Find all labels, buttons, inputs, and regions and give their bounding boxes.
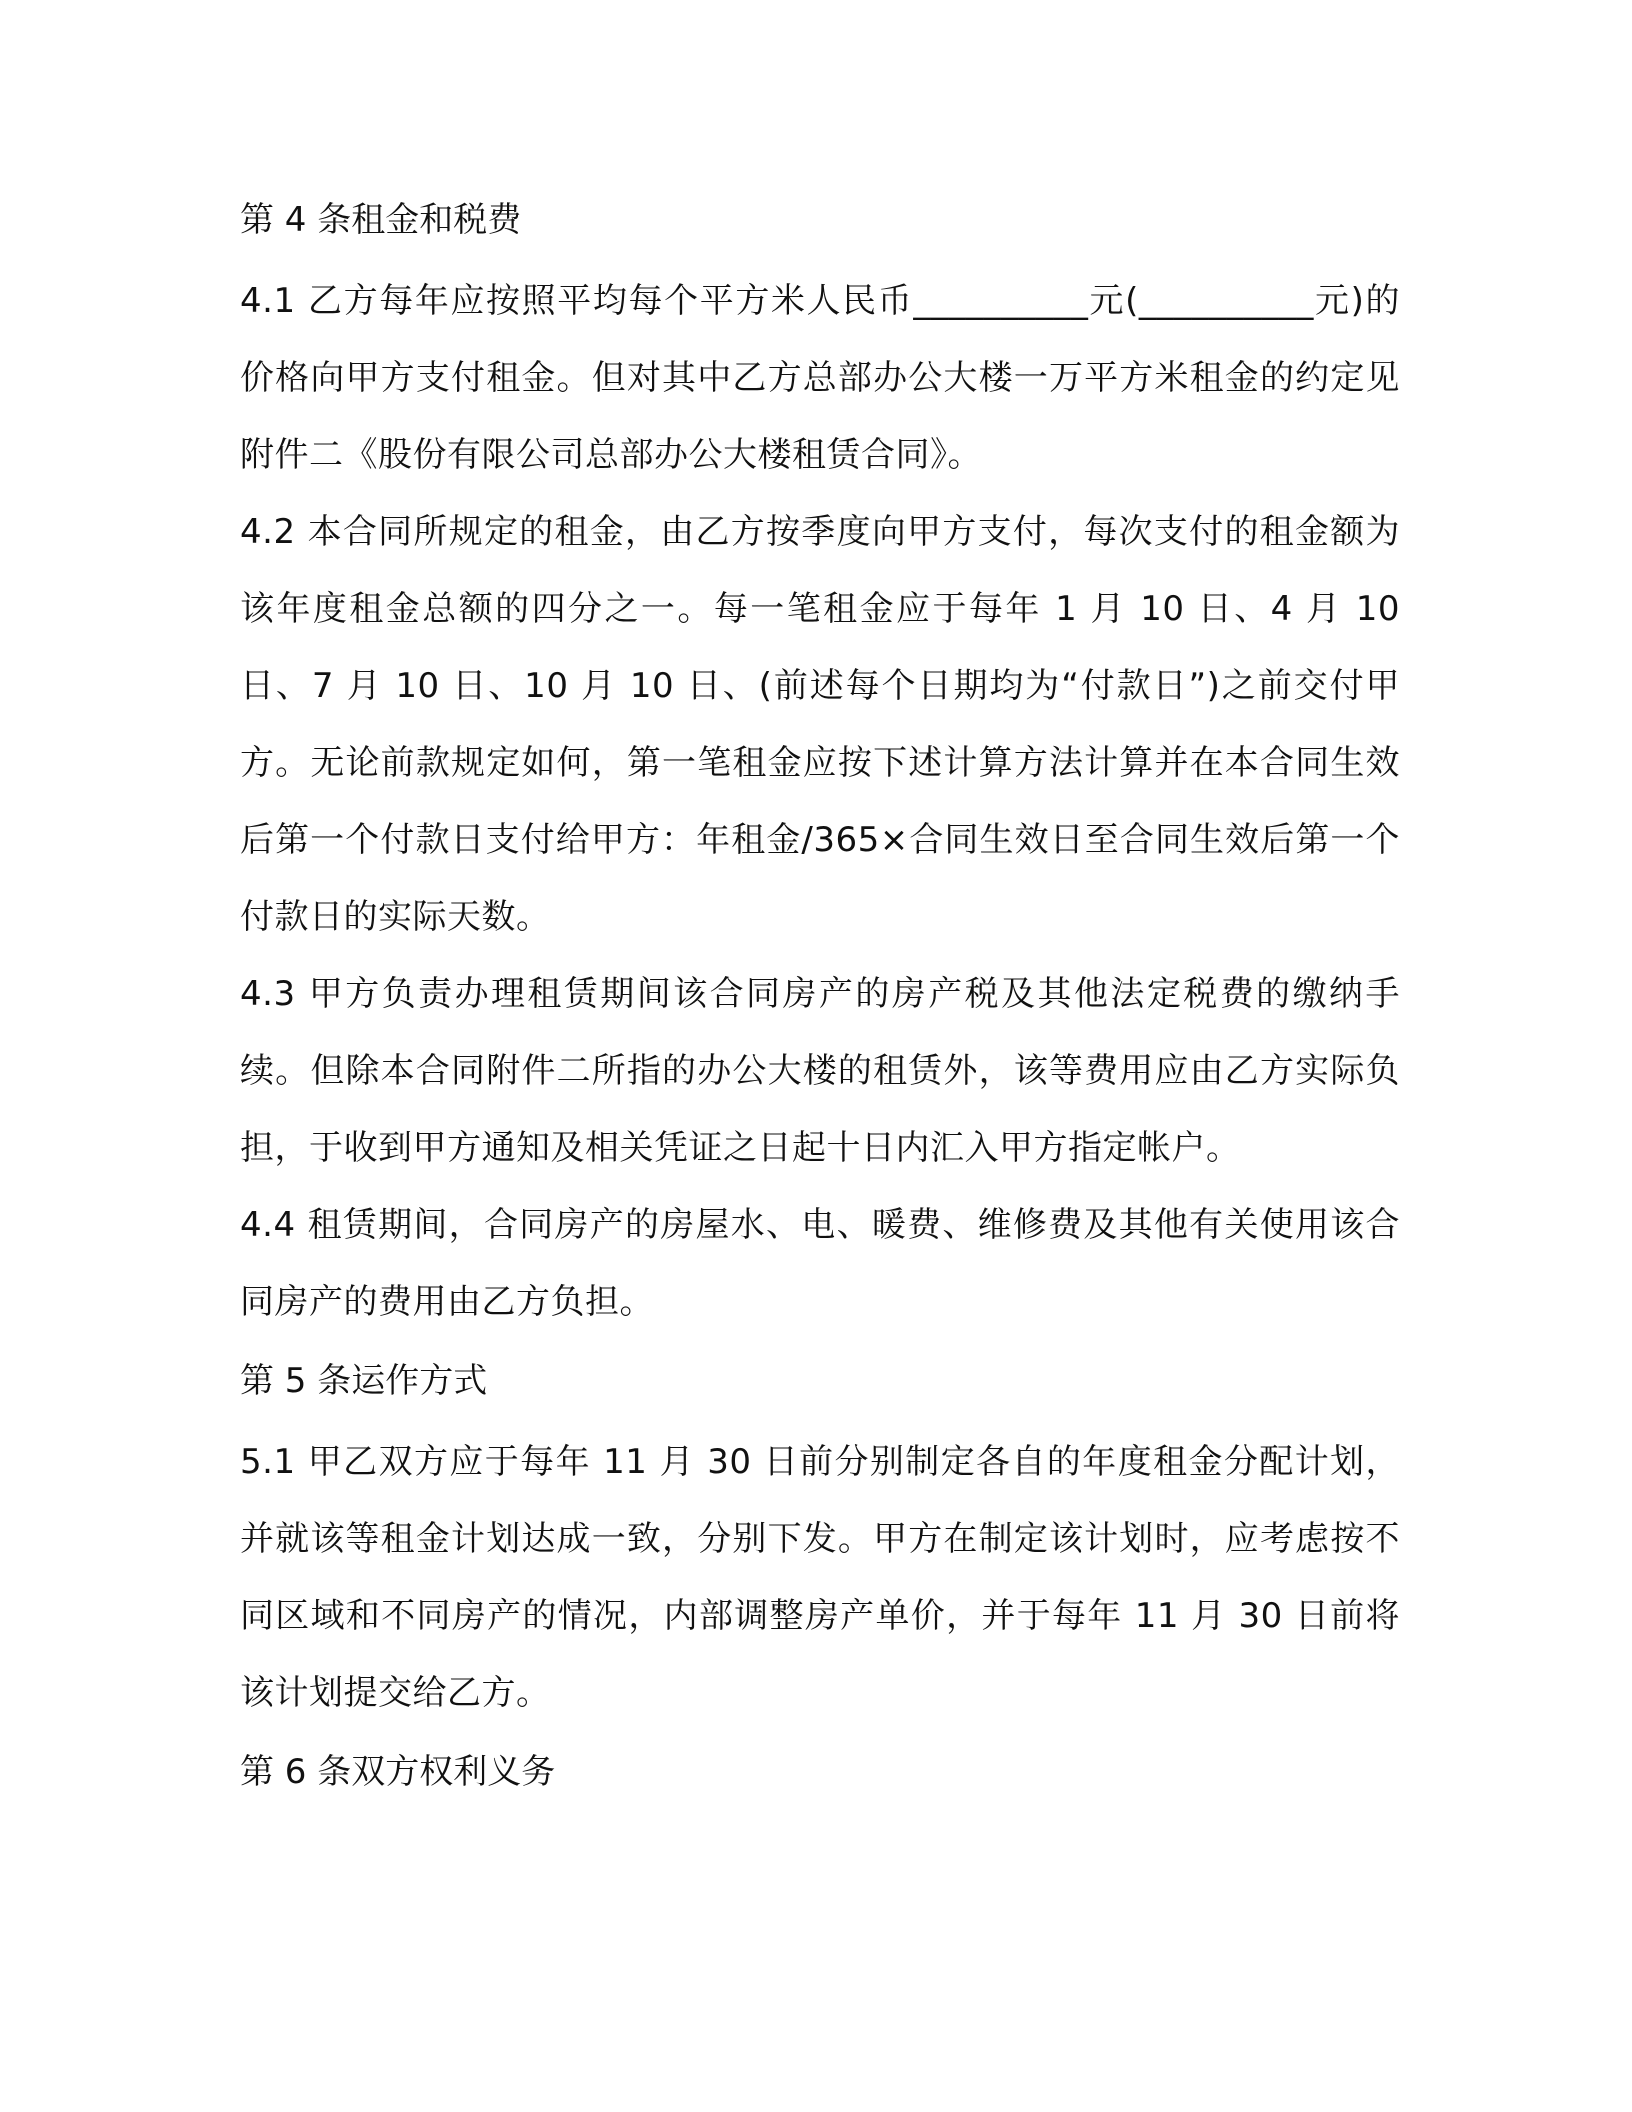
document-body [240,190,1400,1815]
clause-4-4: 4.4 租赁期间，合同房产的房屋水、电、暖费、维修费及其他有关使用该合同房产的费用由乙方负担。 [240,1205,1400,1322]
clause-4-2: 4.2 本合同所规定的租金，由乙方按季度向甲方支付，每次支付的租金额为该年度租金总额的四分之一。每一笔租金应于每年 1 月 10 日、4 月 10 日、7 月 10 日、10 月 10 日、(前述每个日期均为“付款日”)之前交付甲方。无论前款规定如何，第一笔租金应按下述计算方法计算并在本合同生效后第一个付款日支付给甲方：年租金/365×合同生效日至合同生效后第一个付款日的实际天数。 [240,512,1400,937]
clause-5-1: 5.1 甲乙双方应于每年 11 月 30 日前分别制定各自的年度租金分配计划，并就该等租金计划达成一致，分别下发。甲方在制定该计划时，应考虑按不同区域和不同房产的情况，内部调整房产单价，并于每年 11 月 30 日前将该计划提交给乙方。 [240,1442,1400,1713]
section-5-title: 第 5 条运作方式 [240,1361,488,1401]
section-4-title: 第 4 条租金和税费 [240,200,522,240]
clause-4-3: 4.3 甲方负责办理租赁期间该合同房产的房产税及其他法定税费的缴纳手续。但除本合同附件二所指的办公大楼的租赁外，该等费用应由乙方实际负担，于收到甲方通知及相关凭证之日起十日内汇入甲方指定帐户。 [240,974,1400,1168]
section-6-title: 第 6 条双方权利义务 [240,1752,556,1792]
clause-4-1: 4.1 乙方每年应按照平均每个平方米人民币__________元(__________元)的价格向甲方支付租金。但对其中乙方总部办公大楼一万平方米租金的约定见附件二《股份有限公司总部办公大楼租赁合同》。 [240,281,1400,475]
